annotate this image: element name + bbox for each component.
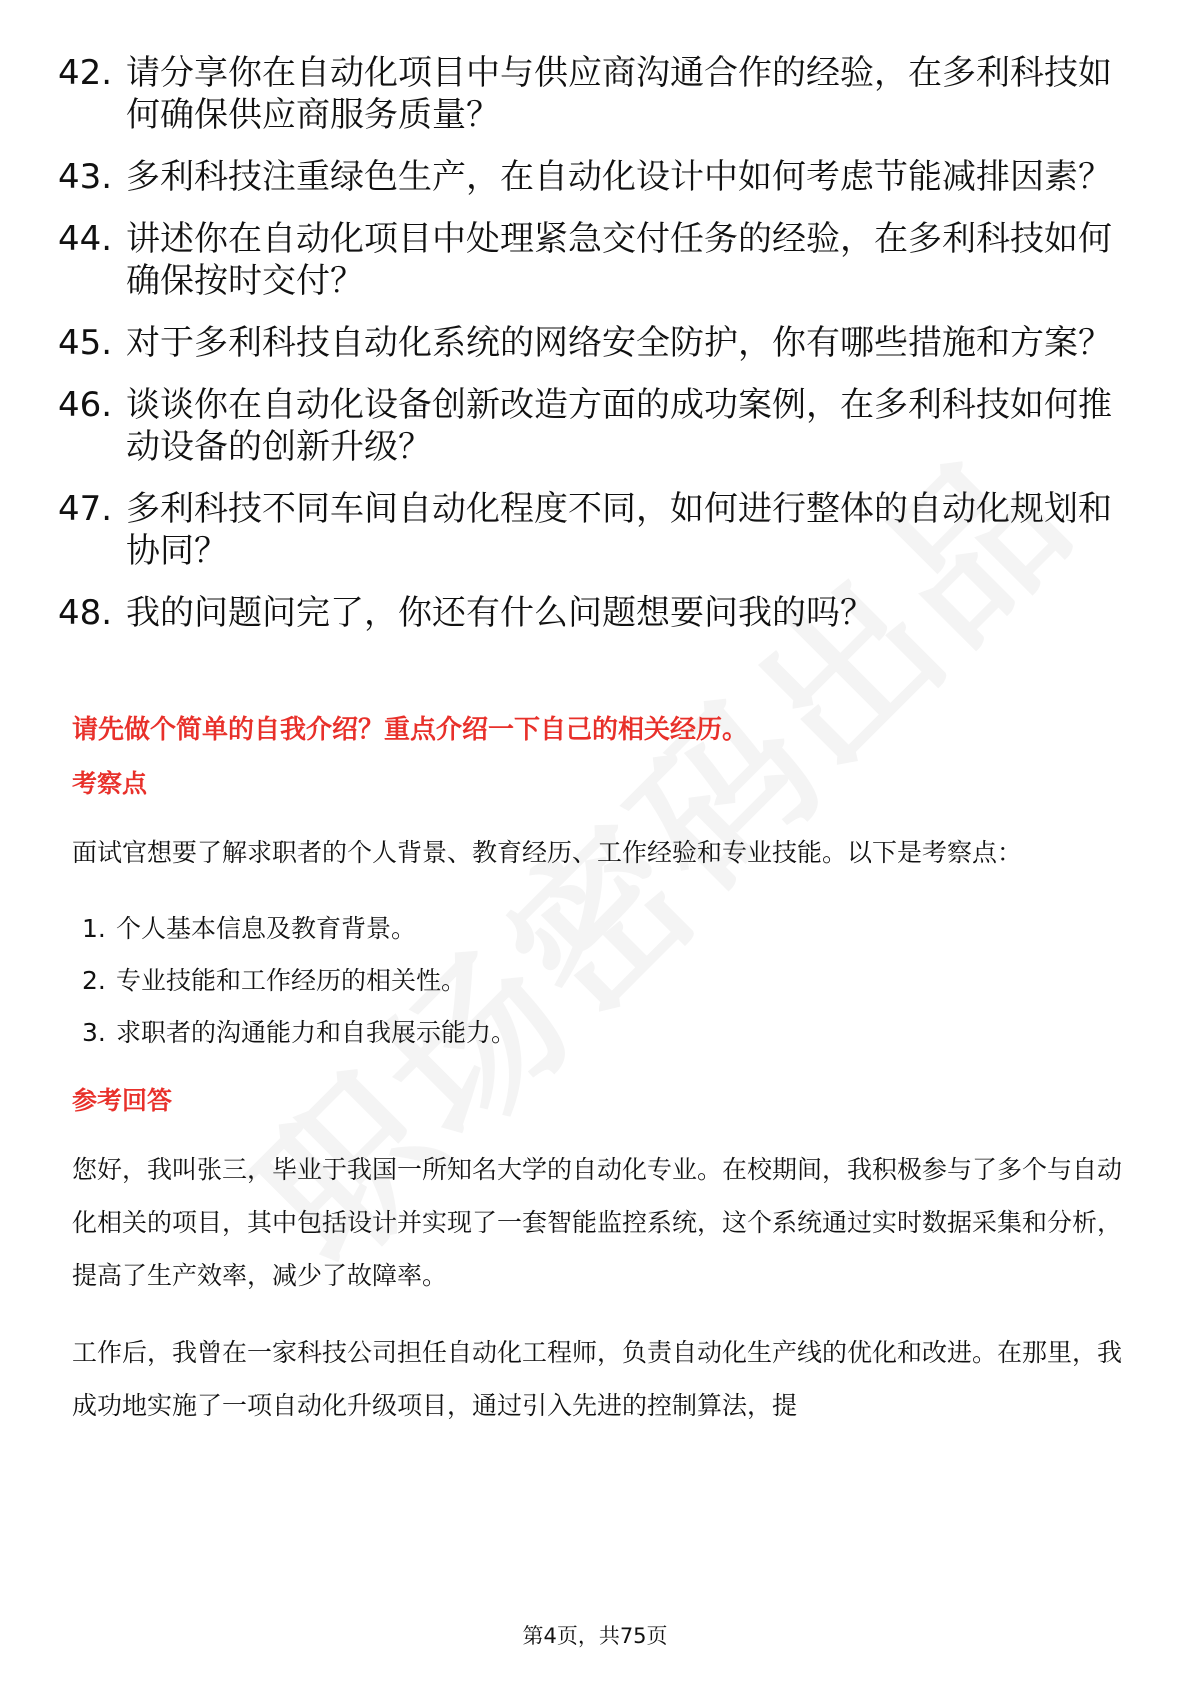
question-item <box>58 156 1138 198</box>
focus-point-number: 1. <box>82 914 106 943</box>
focus-point-number: 2. <box>82 966 106 995</box>
question-number: 43. <box>58 157 113 197</box>
focus-point <box>82 903 1122 955</box>
focus-point-text: 求职者的沟通能力和自我展示能力。 <box>116 1018 517 1047</box>
question-text: 请分享你在自动化项目中与供应商沟通合作的经验，在多利科技如何确保供应商服务质量？ <box>126 53 1112 135</box>
focus-point-number: 3. <box>82 1018 106 1047</box>
question-number: 45. <box>58 323 113 363</box>
focus-point <box>82 955 1122 1007</box>
focus-point-text: 个人基本信息及教育背景。 <box>116 914 417 943</box>
question-item <box>58 488 1138 572</box>
question-text: 对于多利科技自动化系统的网络安全防护，你有哪些措施和方案？ <box>126 323 1112 363</box>
question-number: 46. <box>58 385 113 425</box>
answer-paragraph-1: 您好，我叫张三，毕业于我国一所知名大学的自动化专业。在校期间，我积极参与了多个与自动化相关的项目，其中包括设计并实现了一套智能监控系统，这个系统通过实时数据采集和分析，提高了生产效率，减少了故障率。 <box>72 1155 1123 1290</box>
answer-section <box>72 712 1122 1432</box>
question-number: 48. <box>58 593 113 633</box>
question-text: 多利科技注重绿色生产，在自动化设计中如何考虑节能减排因素？ <box>126 157 1112 197</box>
question-number: 42. <box>58 53 113 93</box>
question-item <box>58 218 1138 302</box>
answer-paragraph-2: 工作后，我曾在一家科技公司担任自动化工程师，负责自动化生产线的优化和改进。在那里，我成功地实施了一项自动化升级项目，通过引入先进的控制算法，提 <box>72 1338 1123 1420</box>
focus-intro: 面试官想要了解求职者的个人背景、教育经历、工作经验和专业技能。以下是考察点： <box>72 838 1023 867</box>
answer-label: 参考回答 <box>72 1086 173 1115</box>
focus-label: 考察点 <box>72 769 148 798</box>
focus-points-list <box>72 903 1122 1059</box>
question-text: 讲述你在自动化项目中处理紧急交付任务的经验，在多利科技如何确保按时交付？ <box>126 219 1112 301</box>
question-item <box>58 592 1138 634</box>
question-text: 我的问题问完了，你还有什么问题想要问我的吗？ <box>126 593 874 633</box>
page-footer: 第4页，共75页 <box>522 1624 668 1648</box>
question-number: 47. <box>58 489 113 529</box>
question-number: 44. <box>58 219 113 259</box>
section-question-title: 请先做个简单的自我介绍？重点介绍一下自己的相关经历。 <box>72 715 749 745</box>
question-text: 多利科技不同车间自动化程度不同，如何进行整体的自动化规划和协同？ <box>126 489 1112 571</box>
question-item <box>58 322 1138 364</box>
focus-point-text: 专业技能和工作经历的相关性。 <box>116 966 467 995</box>
question-item <box>58 384 1138 468</box>
question-text: 谈谈你在自动化设备创新改造方面的成功案例，在多利科技如何推动设备的创新升级？ <box>126 385 1112 467</box>
question-list <box>58 52 1138 654</box>
question-item <box>58 52 1138 136</box>
focus-point <box>82 1007 1122 1059</box>
